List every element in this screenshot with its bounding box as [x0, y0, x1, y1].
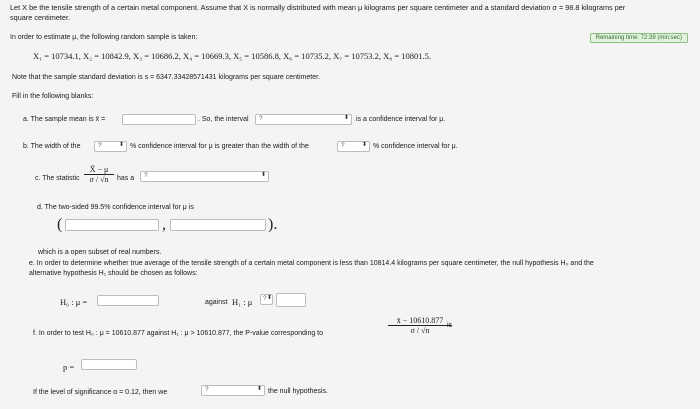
sample-values: X₁ = 10734.1, X₂ = 10842.9, X₃ = 10686.2, X₄ = 10669.3, X₅ = 10586.8, X₆ = 10735.2, X₇ = 10753.2, X₈ = 10801.5. [33, 51, 432, 61]
question-a-middle: . So, the interval [198, 116, 249, 123]
alt-hypothesis-operator-select[interactable] [260, 294, 273, 305]
statistic-denominator: σ / √n [89, 175, 109, 184]
alt-hypothesis-label: H₁ : μ [232, 297, 253, 307]
chevron-updown-icon: ⬍ [266, 295, 272, 301]
question-g-prefix: If the level of significance α = 0.12, then we [33, 389, 168, 396]
question-b-middle: % confidence interval for μ is greater than the width of the [130, 143, 309, 150]
remaining-time-badge: Remaining time: 72:39 (min:sec) [590, 33, 688, 43]
open-subset-text: which is a open subset of real numbers. [38, 249, 162, 256]
chevron-updown-icon: ⬍ [343, 115, 349, 121]
statistic-numerator: X̄ − μ [84, 165, 114, 175]
confidence-level-select-1-value: ? [98, 142, 102, 149]
decision-select-value: ? [205, 386, 209, 393]
distribution-select-value: ? [144, 172, 148, 179]
test-statistic-numerator: x̄ − 10610.877 [388, 316, 452, 326]
sample-mean-input[interactable] [122, 114, 196, 125]
confidence-level-select-2-value: ? [341, 142, 345, 149]
question-a-suffix: is a confidence interval for μ. [356, 116, 446, 123]
null-hypothesis-input[interactable] [97, 295, 159, 306]
p-value-input[interactable] [81, 359, 137, 370]
ci-lower-input[interactable] [65, 219, 159, 231]
question-e-line-2: alternative hypothesis H₁ should be chosen as follows: [29, 269, 198, 277]
chevron-updown-icon: ⬍ [260, 172, 266, 178]
chevron-updown-icon: ⬍ [361, 142, 367, 148]
question-b-suffix: % confidence interval for μ. [373, 143, 458, 150]
ci-upper-input[interactable] [170, 219, 266, 231]
p-value-label: p = [63, 362, 75, 372]
chevron-updown-icon: ⬍ [118, 142, 124, 148]
confidence-level-select-1[interactable] [94, 141, 127, 152]
confidence-level-select-2[interactable] [337, 141, 370, 152]
interval-select-value: ? [259, 115, 263, 122]
interval-close-paren: ). [268, 216, 278, 233]
interval-select[interactable] [255, 114, 352, 125]
sample-sd-note: Note that the sample standard deviation is s = 6347.33428571431 kilograms per square centimeter. [12, 74, 320, 81]
question-c-prefix: c. The statistic [35, 175, 80, 182]
question-a-prefix: a. The sample mean is x̄ = [23, 116, 106, 123]
interval-open-paren: ( [57, 216, 63, 233]
question-g-suffix: the null hypothesis. [268, 388, 328, 395]
statistic-fraction [84, 165, 114, 184]
question-c-middle: has a [117, 175, 135, 182]
fill-in-instruction: Fill in the following blanks: [12, 93, 94, 100]
estimate-text: In order to estimate μ, the following random sample is taken: [10, 34, 198, 41]
intro-line-2: square centimeter. [10, 13, 71, 22]
question-e-text [29, 259, 594, 278]
intro-line-1: Let X be the tensile strength of a certain metal component. Assume that X is normally distributed with mean μ kilograms per square centimeter and a standard deviation σ = 98.8 kilograms per [10, 3, 626, 12]
question-e-line-1: e. In order to determine whether true average of the tensile strength of a certain metal component is less than 10814.4 kilograms per square centimeter, the null hypothesis H₀ and the [29, 260, 594, 267]
test-statistic-fraction [388, 316, 452, 335]
distribution-select[interactable] [140, 171, 269, 182]
decision-select[interactable] [201, 385, 265, 396]
against-text: against [205, 299, 228, 306]
null-hypothesis-label: H₀ : μ = [60, 297, 88, 307]
interval-comma: , [162, 216, 166, 233]
problem-intro [10, 3, 690, 23]
alt-hypothesis-value-input[interactable] [276, 293, 306, 307]
question-f-is: is [447, 322, 453, 329]
question-f-prefix: f. In order to test H₀ : μ = 10610.877 against H₁ : μ > 10610.877, the P-value corresponding to [33, 330, 324, 337]
question-b-prefix: b. The width of the [23, 143, 81, 150]
alt-hypothesis-operator-value: ? [263, 295, 267, 302]
test-statistic-denominator: σ / √n [410, 326, 430, 335]
chevron-updown-icon: ⬍ [256, 386, 262, 392]
question-d-text: d. The two-sided 99.5% confidence interval for μ is [37, 204, 194, 211]
